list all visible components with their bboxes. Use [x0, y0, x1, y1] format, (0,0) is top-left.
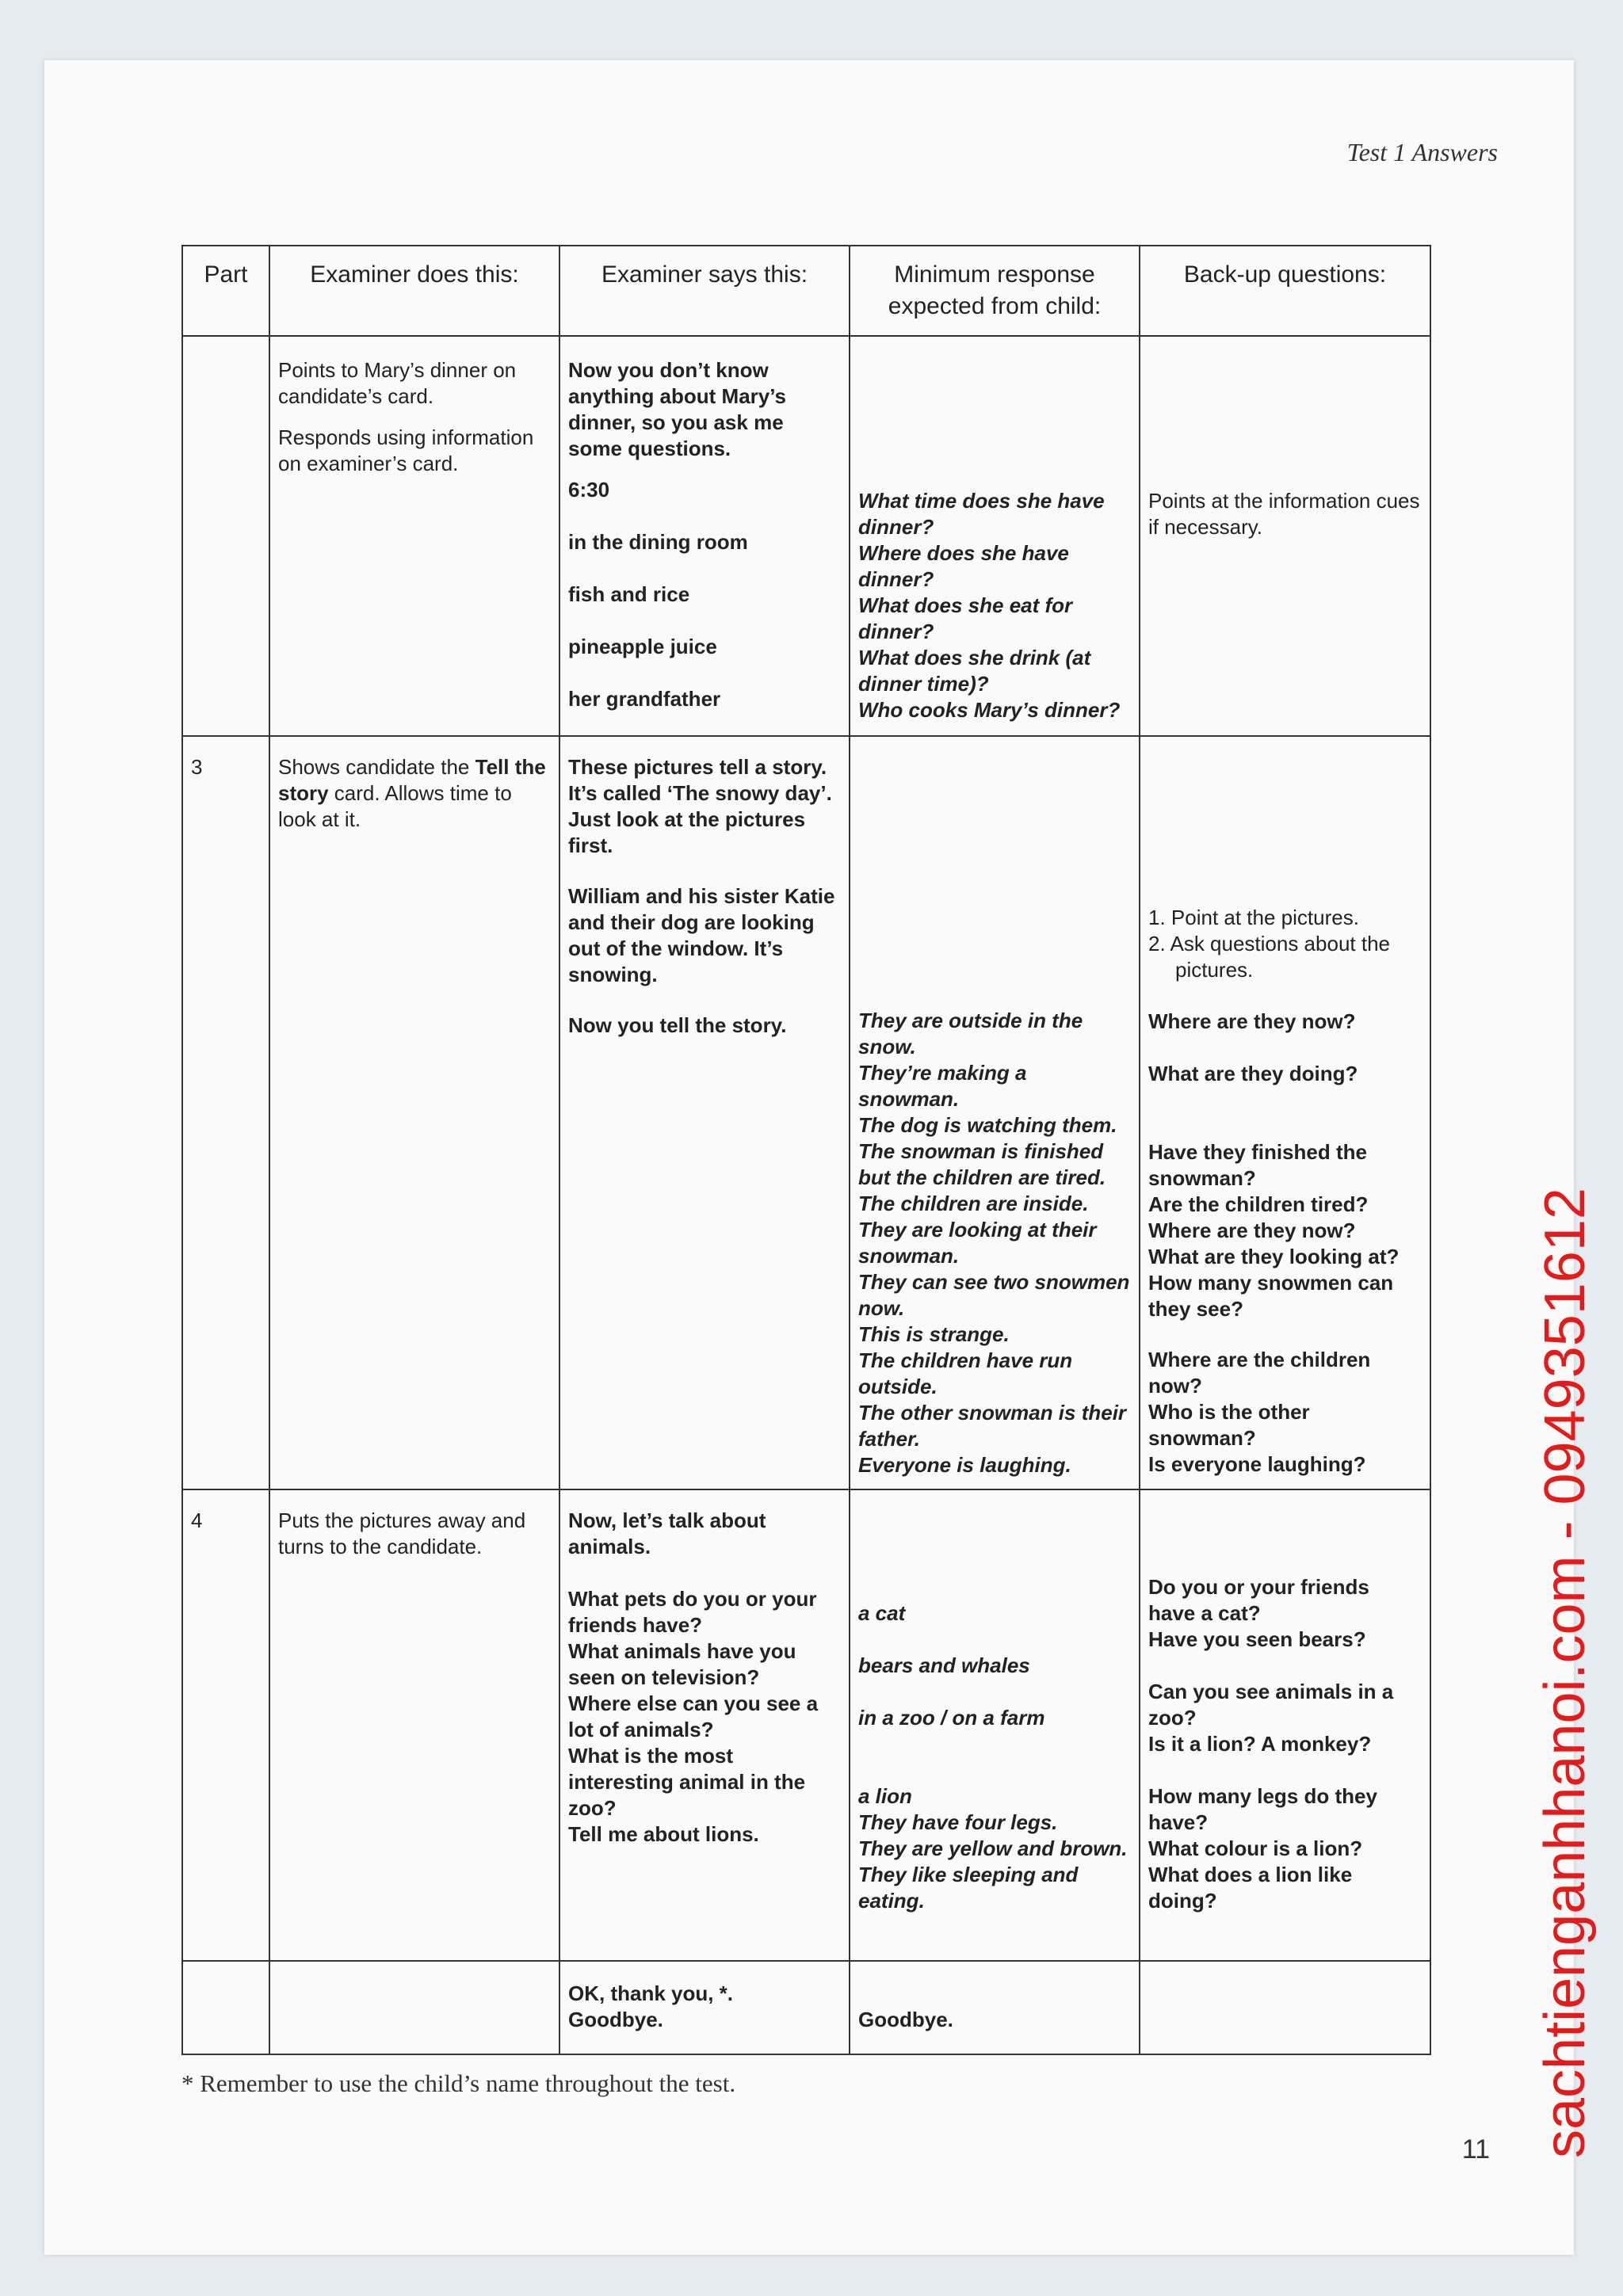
table-header-row: [182, 246, 1430, 336]
response-cell: [850, 336, 1140, 736]
examiner-does-cell: [269, 1961, 559, 2054]
response-text: The other snowman is their father.: [858, 1401, 1127, 1451]
header-backup-questions: Back-up questions:: [1140, 246, 1430, 336]
says-text: Tell me about lions.: [568, 1822, 759, 1846]
backup-text: Where are they now?: [1148, 1009, 1356, 1033]
says-text: Now you tell the story.: [568, 1013, 787, 1037]
response-text: This is strange.: [858, 1322, 1010, 1346]
says-text: Goodbye.: [568, 2008, 663, 2031]
backup-text: Are the children tired?: [1148, 1192, 1369, 1216]
response-text: Where does she have dinner?: [858, 541, 1069, 591]
does-text: Points to Mary’s dinner on candidate’s card.: [278, 358, 517, 408]
response-text: What does she drink (at dinner time)?: [858, 646, 1091, 696]
examiner-does-cell: [269, 336, 559, 736]
examiner-does-cell: [269, 736, 559, 1489]
response-text: in a zoo / on a farm: [858, 1706, 1045, 1730]
does-text: Responds using information on examiner’s card.: [278, 425, 534, 475]
header-examiner-says: Examiner says this:: [559, 246, 850, 336]
response-text: Who cooks Mary’s dinner?: [858, 698, 1121, 722]
header-minimum-response: Minimum response expected from child:: [850, 246, 1140, 336]
says-text: in the dining room: [568, 530, 748, 554]
backup-text: Can you see animals in a zoo?: [1148, 1680, 1394, 1730]
table-row: [182, 336, 1430, 736]
backup-text: How many legs do they have?: [1148, 1784, 1377, 1834]
part-cell: [182, 336, 269, 736]
page-number: 11: [1461, 2134, 1490, 2164]
backup-text: What are they looking at?: [1148, 1245, 1400, 1268]
part-number: 3: [191, 755, 203, 779]
says-text: 6:30: [568, 478, 610, 502]
backup-text: What colour is a lion?: [1148, 1836, 1363, 1860]
backup-text: Have they finished the snowman?: [1148, 1140, 1367, 1190]
table-row: [182, 1961, 1430, 2054]
part-cell: [182, 1961, 269, 2054]
examiner-says-cell: [559, 1961, 850, 2054]
response-text: They can see two snowmen now.: [858, 1270, 1130, 1320]
backup-text: Is it a lion? A monkey?: [1148, 1732, 1372, 1756]
does-text-post: card. Allows time to look at it.: [278, 781, 512, 831]
response-text: bears and whales: [858, 1653, 1030, 1677]
backup-text: Do you or your friends have a cat?: [1148, 1575, 1369, 1625]
part-cell: [182, 736, 269, 1489]
response-text: Goodbye.: [858, 2008, 953, 2031]
header-examiner-does: Examiner does this:: [269, 246, 559, 336]
backup-text: Points at the information cues if necessary.: [1148, 489, 1420, 539]
table-row: [182, 1489, 1430, 1961]
response-text: The children are inside.: [858, 1192, 1089, 1215]
examiner-says-cell: [559, 1489, 850, 1961]
says-text: What is the most interesting animal in the zoo?: [568, 1744, 806, 1820]
response-text: The children have run outside.: [858, 1348, 1073, 1398]
response-text: They are yellow and brown.: [858, 1836, 1128, 1860]
response-text: a cat: [858, 1601, 906, 1625]
backup-cell: [1140, 1489, 1430, 1961]
response-cell: [850, 736, 1140, 1489]
backup-cell: [1140, 736, 1430, 1489]
response-text: The dog is watching them.: [858, 1113, 1117, 1137]
examiner-says-cell: [559, 736, 850, 1489]
does-text-pre: Shows candidate the: [278, 755, 475, 779]
backup-list-item: 2. Ask questions about the pictures.: [1148, 932, 1390, 982]
table-row: [182, 736, 1430, 1489]
running-header: Test 1 Answers: [1346, 138, 1498, 166]
backup-cell: [1140, 336, 1430, 736]
backup-text: Where are the children now?: [1148, 1348, 1371, 1398]
response-text: They’re making a snowman.: [858, 1061, 1027, 1111]
backup-text: Who is the other snowman?: [1148, 1400, 1310, 1450]
backup-text: Have you seen bears?: [1148, 1627, 1366, 1651]
backup-list-item: 1. Point at the pictures.: [1148, 906, 1359, 929]
response-cell: [850, 1961, 1140, 2054]
says-text: Now you don’t know anything about Mary’s dinner, so you ask me some questions.: [568, 358, 786, 460]
says-text: Now, let’s talk about animals.: [568, 1508, 766, 1558]
backup-text: Where are they now?: [1148, 1219, 1356, 1242]
says-text: fish and rice: [568, 582, 690, 606]
watermark-text: sachtienganhhanoi.com - 0949351612: [1533, 1188, 1597, 2158]
says-text: Where else can you see a lot of animals?: [568, 1691, 819, 1741]
footnote: * Remember to use the child’s name throughout the test.: [181, 2069, 736, 2097]
part-number: 4: [191, 1508, 203, 1532]
response-text: Everyone is laughing.: [858, 1453, 1071, 1477]
says-text: William and his sister Katie and their dog are looking out of the window. It’s snowing.: [568, 884, 835, 986]
backup-text: What does a lion like doing?: [1148, 1863, 1353, 1913]
part-cell: [182, 1489, 269, 1961]
says-text: These pictures tell a story. It’s called ‘The snowy day’. Just look at the pictures first.: [568, 755, 832, 857]
backup-cell: [1140, 1961, 1430, 2054]
response-text: The snowman is finished but the children are tired.: [858, 1139, 1106, 1189]
response-text: They are looking at their snowman.: [858, 1218, 1097, 1268]
response-text: They are outside in the snow.: [858, 1009, 1083, 1058]
response-text: They have four legs.: [858, 1810, 1058, 1834]
does-text-bold: Tell the story: [278, 755, 546, 805]
says-text: her grandfather: [568, 687, 721, 711]
says-text: What pets do you or your friends have?: [568, 1587, 817, 1637]
examiner-says-cell: [559, 336, 850, 736]
response-text: What does she eat for dinner?: [858, 593, 1073, 643]
response-text: What time does she have dinner?: [858, 489, 1105, 539]
says-text: OK, thank you, *.: [568, 1981, 734, 2005]
response-text: a lion: [858, 1784, 912, 1808]
backup-text: Is everyone laughing?: [1148, 1452, 1366, 1476]
does-text: Puts the pictures away and turns to the candidate.: [278, 1508, 526, 1558]
says-text: pineapple juice: [568, 635, 717, 658]
backup-text: How many snowmen can they see?: [1148, 1271, 1394, 1321]
backup-text: What are they doing?: [1148, 1062, 1358, 1085]
response-text: They like sleeping and eating.: [858, 1863, 1079, 1913]
answers-table: [181, 245, 1431, 2055]
header-part: Part: [182, 246, 269, 336]
examiner-does-cell: [269, 1489, 559, 1961]
response-cell: [850, 1489, 1140, 1961]
says-text: What animals have you seen on television?: [568, 1639, 796, 1689]
